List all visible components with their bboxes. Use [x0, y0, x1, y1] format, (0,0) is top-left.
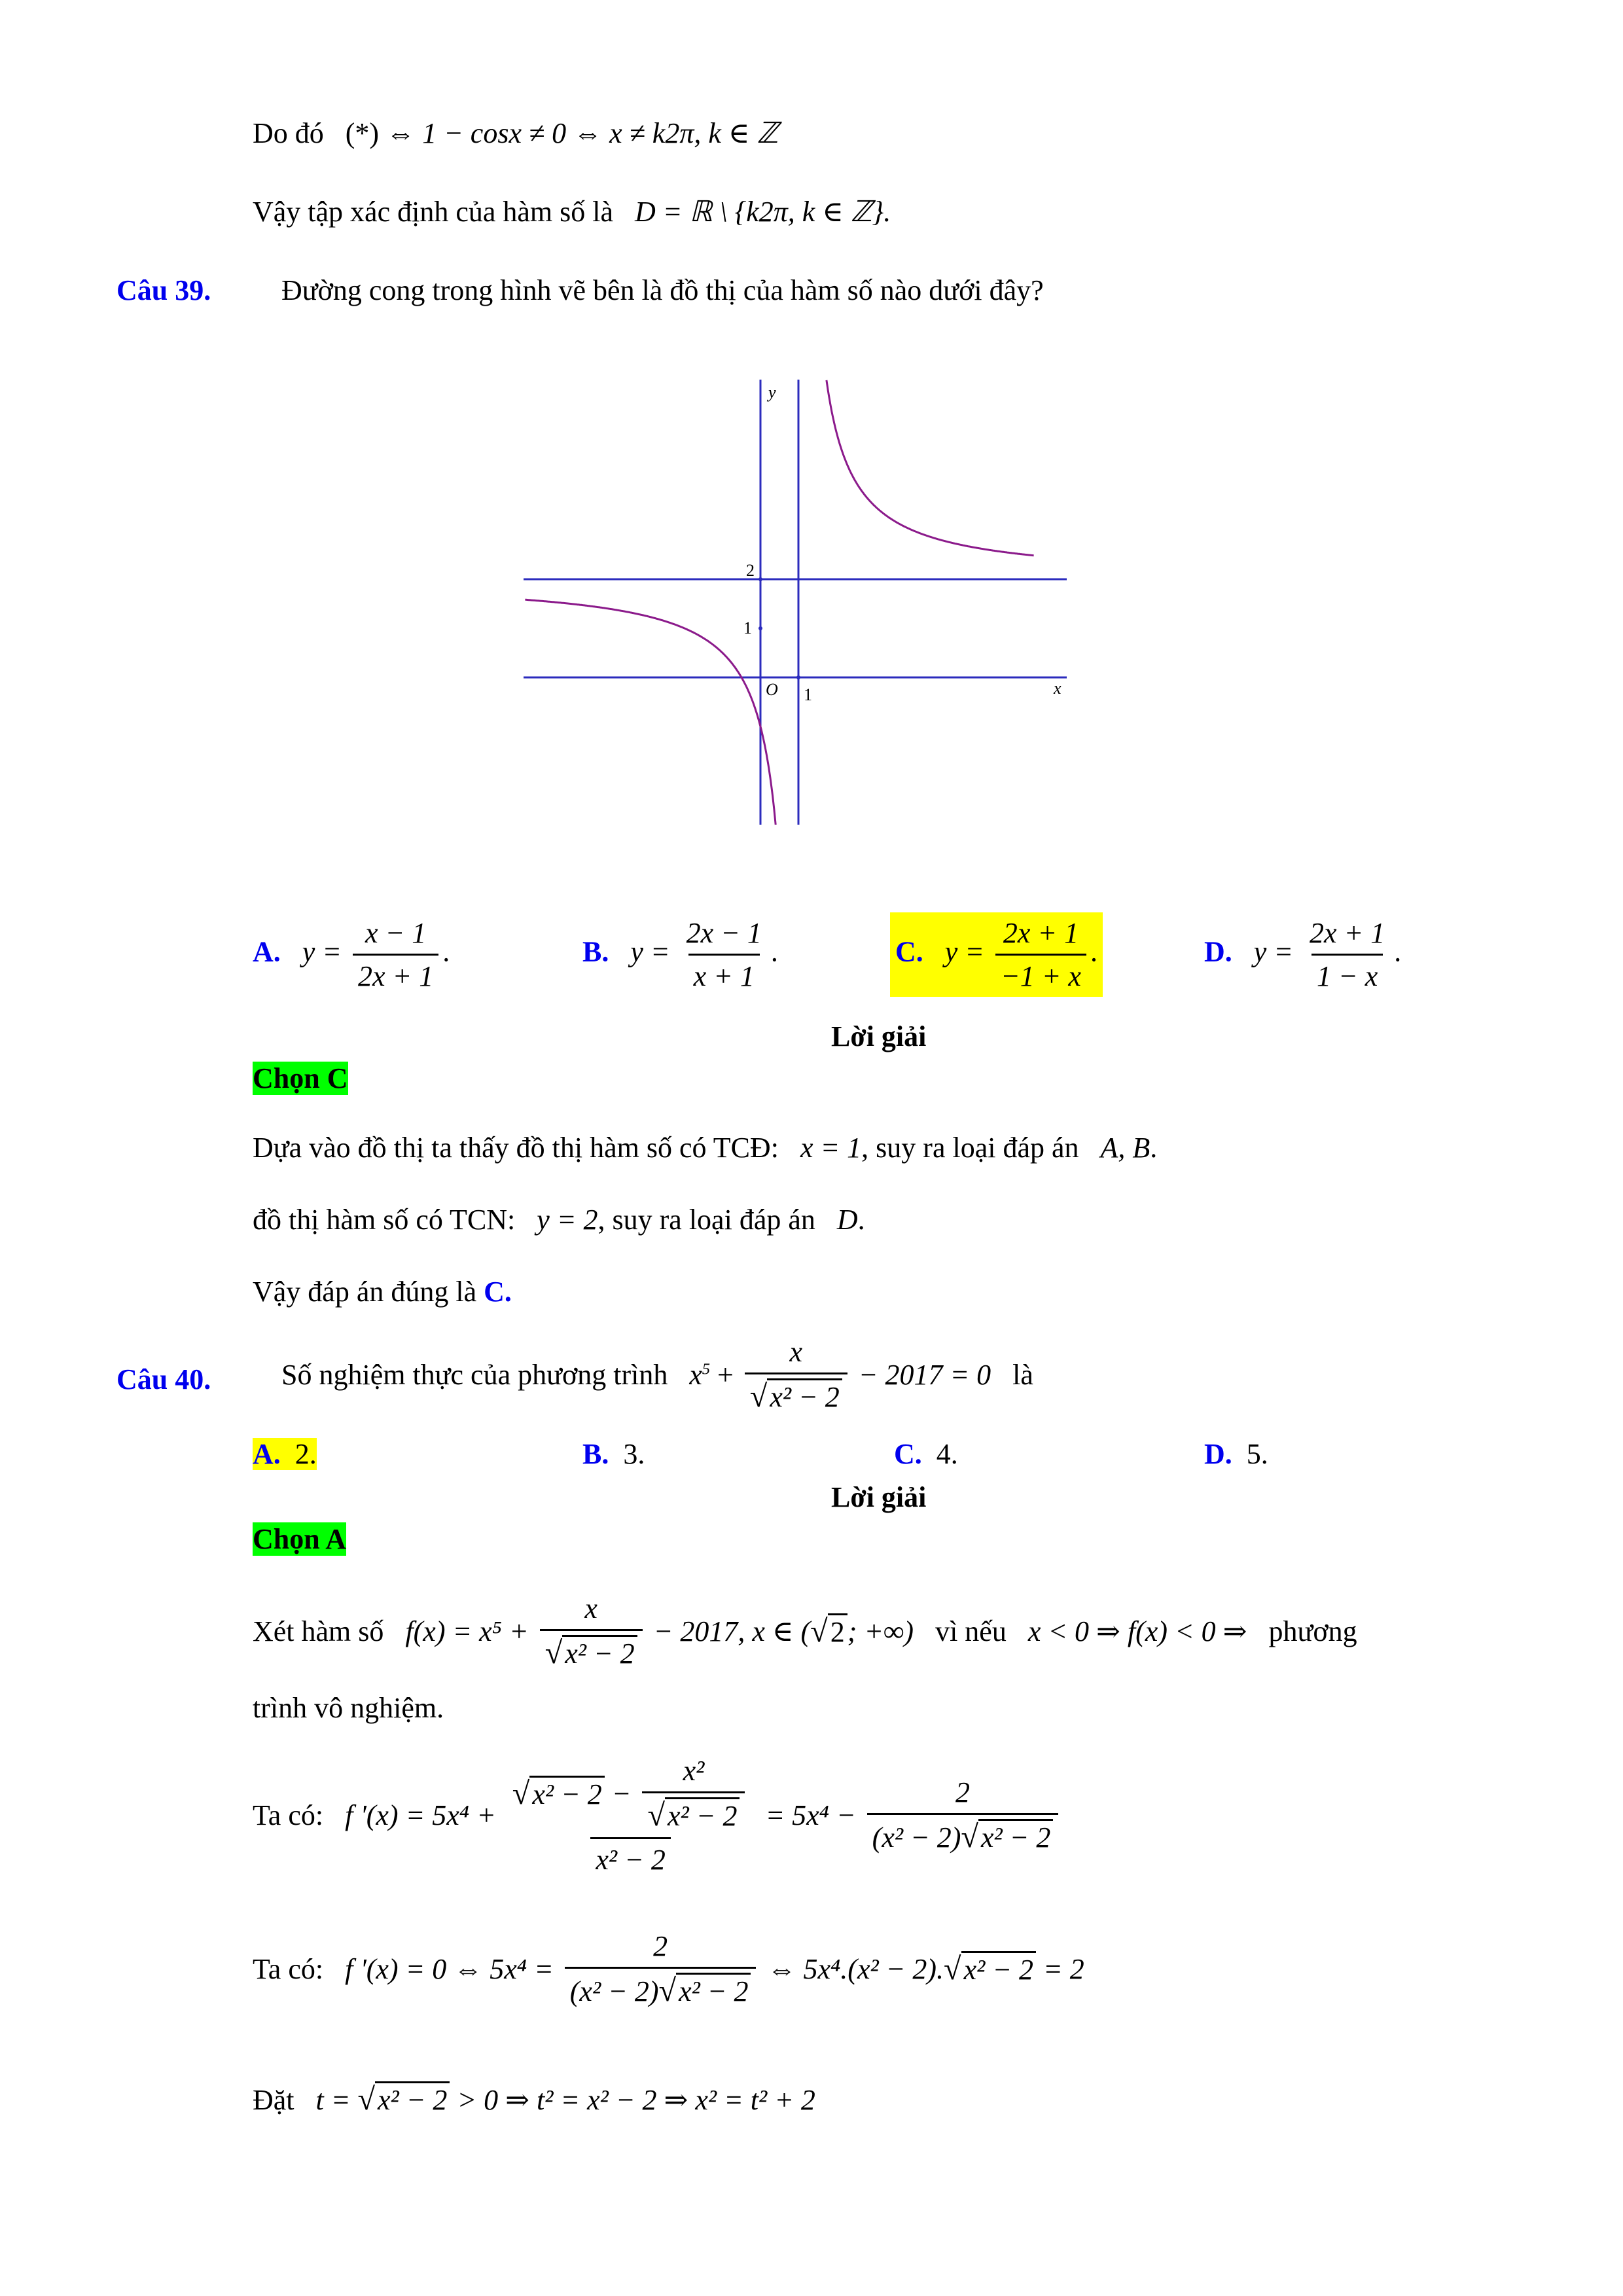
option-fraction [1304, 916, 1390, 993]
q40-solution-line3 [253, 1929, 1084, 2009]
inner-fraction [642, 1754, 745, 1833]
fraction-numerator: 2x + 1 [1310, 917, 1385, 949]
math-expr: D [836, 1204, 858, 1236]
answer: C. [484, 1276, 512, 1308]
option-letter: C. [894, 1438, 922, 1470]
text: . [857, 1204, 865, 1236]
fraction-denominator: x + 1 [688, 954, 760, 993]
text: Số nghiệm thực của phương trình [281, 1359, 668, 1391]
fraction-numerator: x [584, 1592, 597, 1624]
fraction-denominator: x² − 2 [590, 1837, 670, 1876]
math-expr: > 0 ⇒ t² = x² − 2 ⇒ x² = t² + 2 [457, 2084, 815, 2116]
sqrt-icon: √ [357, 2082, 376, 2117]
option-letter: B. [582, 1438, 609, 1470]
x-axis-label: x [1054, 679, 1061, 698]
text: vì nếu [935, 1615, 1007, 1647]
fraction-denominator [540, 1629, 643, 1671]
math-expr: y = 2 [537, 1204, 598, 1236]
q39-label: Câu 39. [116, 274, 211, 306]
option-lhs: y = [1253, 935, 1294, 968]
tick-y2 [758, 577, 762, 581]
text: Ta có: [253, 1799, 324, 1831]
factor: (x² − 2) [872, 1821, 961, 1854]
fraction-numerator [507, 1754, 755, 1837]
text-prefix: Do đó [253, 117, 324, 149]
fraction [867, 1776, 1059, 1855]
text: . [1150, 1132, 1158, 1164]
math-expr: D = ℝ \ {k2π, k ∈ ℤ}. [635, 196, 891, 228]
text: phương [1268, 1615, 1357, 1647]
text: Ta có: [253, 1953, 324, 1985]
math-expr: x = 1 [800, 1132, 862, 1164]
math-expr: f '(x) = 0 ⇔ 5x⁴ = [345, 1953, 554, 1985]
q39-chosen: Chọn C [253, 1062, 348, 1094]
math-expr: ; +∞) [847, 1615, 914, 1647]
text: là [1012, 1359, 1033, 1391]
sqrt-icon: √ [961, 1820, 978, 1854]
q39-option-b[interactable] [582, 916, 778, 993]
sqrt-icon: √ [749, 1379, 768, 1414]
option-letter: A. [253, 1438, 281, 1470]
option-tail: . [1394, 935, 1402, 968]
option-value: 4. [936, 1438, 958, 1470]
option-value: 3. [623, 1438, 645, 1470]
math-expr: f '(x) = 5x⁴ + [345, 1799, 496, 1831]
q40-option-c[interactable] [894, 1437, 958, 1471]
math-expr: − 2017, x ∈ ( [653, 1615, 811, 1647]
text: Vậy tập xác định của hàm số là [253, 196, 614, 228]
text: Vậy đáp án đúng là [253, 1276, 477, 1308]
option-tail: . [1090, 935, 1097, 968]
q40-solution-line1b: trình vô nghiệm. [253, 1692, 444, 1724]
fraction-denominator: −1 + x [995, 954, 1086, 993]
option-lhs: y = [944, 935, 985, 968]
option-fraction [353, 916, 438, 993]
math-expr: t = [315, 2084, 351, 2116]
eq-fraction [745, 1335, 847, 1414]
option-fraction [681, 916, 767, 993]
q40-chosen: Chọn A [253, 1523, 347, 1555]
fraction-numerator: 2 [653, 1930, 668, 1962]
fraction-numerator: x² [683, 1755, 705, 1787]
q40-solution-line2 [253, 1754, 1062, 1876]
fraction-denominator [745, 1372, 847, 1414]
math-expr: − 2017 = 0 [858, 1359, 991, 1391]
text: , suy ra loại đáp án [597, 1204, 815, 1236]
sqrt-icon: √ [647, 1798, 666, 1833]
sqrt-icon: √ [810, 1614, 828, 1649]
tick-y1 [758, 626, 762, 630]
radicand: x² − 2 [676, 1973, 751, 2008]
factor: (x² − 2) [569, 1975, 659, 2007]
hyperbola-right-branch [827, 380, 1034, 556]
option-lhs: y = [302, 935, 342, 968]
sqrt-icon: √ [512, 1776, 530, 1811]
q40-option-d[interactable] [1204, 1437, 1268, 1471]
q39-solution-line3 [253, 1275, 512, 1308]
fraction [540, 1592, 643, 1671]
base: x [689, 1359, 702, 1391]
line-do-do [253, 117, 778, 150]
line-domain [253, 195, 891, 228]
q39-solution-line2 [253, 1203, 865, 1236]
q39-option-a[interactable] [253, 916, 450, 993]
fraction-numerator: x − 1 [365, 917, 427, 949]
radicand: x² − 2 [767, 1378, 842, 1414]
origin-label: O [766, 680, 778, 699]
fraction-numerator: 2 [955, 1776, 971, 1808]
radicand: x² − 2 [375, 2081, 450, 2117]
radicand: x² − 2 [665, 1797, 740, 1833]
text: , suy ra loại đáp án [861, 1132, 1079, 1164]
fraction-denominator: 2x + 1 [353, 954, 438, 993]
q40-label: Câu 40. [116, 1363, 211, 1395]
sqrt2 [810, 1616, 847, 1648]
fraction-denominator [565, 1967, 757, 2009]
q39-option-c-correct[interactable] [890, 912, 1103, 997]
fraction-numerator: x [789, 1336, 803, 1368]
plus: + [717, 1359, 734, 1391]
radicand: x² − 2 [961, 1951, 1036, 1986]
minus: − [611, 1778, 632, 1810]
math-expr: = 2 [1043, 1953, 1084, 1985]
eq-term-x5 [689, 1359, 710, 1391]
fraction-denominator: 1 − x [1311, 954, 1383, 993]
tick-x1-label: 1 [804, 685, 812, 704]
text: Xét hàm số [253, 1615, 384, 1647]
option-tail: . [442, 935, 450, 968]
tick-x1 [796, 675, 800, 679]
option-fraction [995, 916, 1086, 993]
q40-solution-line1 [253, 1592, 1357, 1671]
option-letter: A. [253, 935, 281, 968]
q39-option-d[interactable] [1204, 916, 1401, 993]
sqrt-icon: √ [544, 1636, 563, 1670]
q40-option-b[interactable] [582, 1437, 645, 1471]
tick-y1-label: 1 [743, 619, 752, 637]
q40-question [281, 1335, 1033, 1414]
q39-solution-line1 [253, 1131, 1157, 1164]
option-letter: B. [582, 935, 609, 968]
fraction [565, 1929, 757, 2009]
option-value: 2. [294, 1438, 317, 1470]
math-expr: A, B [1100, 1132, 1150, 1164]
math-expr: f(x) = x⁵ + [405, 1615, 529, 1647]
option-tail: . [770, 935, 778, 968]
radicand: x² − 2 [529, 1776, 604, 1811]
tick-y2-label: 2 [746, 561, 755, 580]
option-value: 5. [1246, 1438, 1268, 1470]
text-tag: (*) [345, 117, 380, 149]
exponent: 5 [702, 1360, 710, 1378]
option-lhs: y = [630, 935, 670, 968]
text: đồ thị hàm số có TCN: [253, 1204, 516, 1236]
hyperbola-left-branch [525, 600, 776, 825]
fraction-numerator: 2x + 1 [1003, 917, 1079, 949]
math-expr: = 5x⁴ − [765, 1799, 856, 1831]
big-fraction [507, 1754, 755, 1876]
math-expr: ⇔ 5x⁴.(x² − 2). [767, 1953, 944, 1985]
q40-option-a-correct[interactable] [253, 1437, 317, 1471]
option-letter: C. [895, 935, 923, 968]
q39-solution-title: Lời giải [831, 1020, 927, 1052]
q39-graph [517, 373, 1080, 831]
q39-question: Đường cong trong hình vẽ bên là đồ thị của hàm số nào dưới đây? [281, 274, 1044, 306]
fraction-numerator: 2x − 1 [686, 917, 762, 949]
radicand: x² − 2 [562, 1635, 637, 1670]
option-letter: D. [1204, 1438, 1232, 1470]
math-expr: ⇔ 1 − cosx ≠ 0 ⇔ x ≠ k2π, k ∈ ℤ [386, 117, 779, 149]
text: Dựa vào đồ thị ta thấy đồ thị hàm số có TCĐ: [253, 1132, 779, 1164]
y-axis-label: y [768, 383, 776, 402]
option-letter: D. [1204, 935, 1232, 968]
q40-solution-title: Lời giải [831, 1481, 927, 1513]
fraction-denominator [642, 1791, 745, 1833]
radicand: x² − 2 [978, 1819, 1053, 1854]
sqrt-icon: √ [944, 1952, 961, 1986]
radicand: 2 [828, 1613, 847, 1649]
text: Đặt [253, 2084, 294, 2116]
math-expr: x < 0 ⇒ f(x) < 0 ⇒ [1027, 1615, 1247, 1647]
sqrt-icon: √ [658, 1973, 677, 2008]
q40-solution-line4 [253, 2081, 815, 2117]
fraction-denominator [867, 1813, 1059, 1855]
